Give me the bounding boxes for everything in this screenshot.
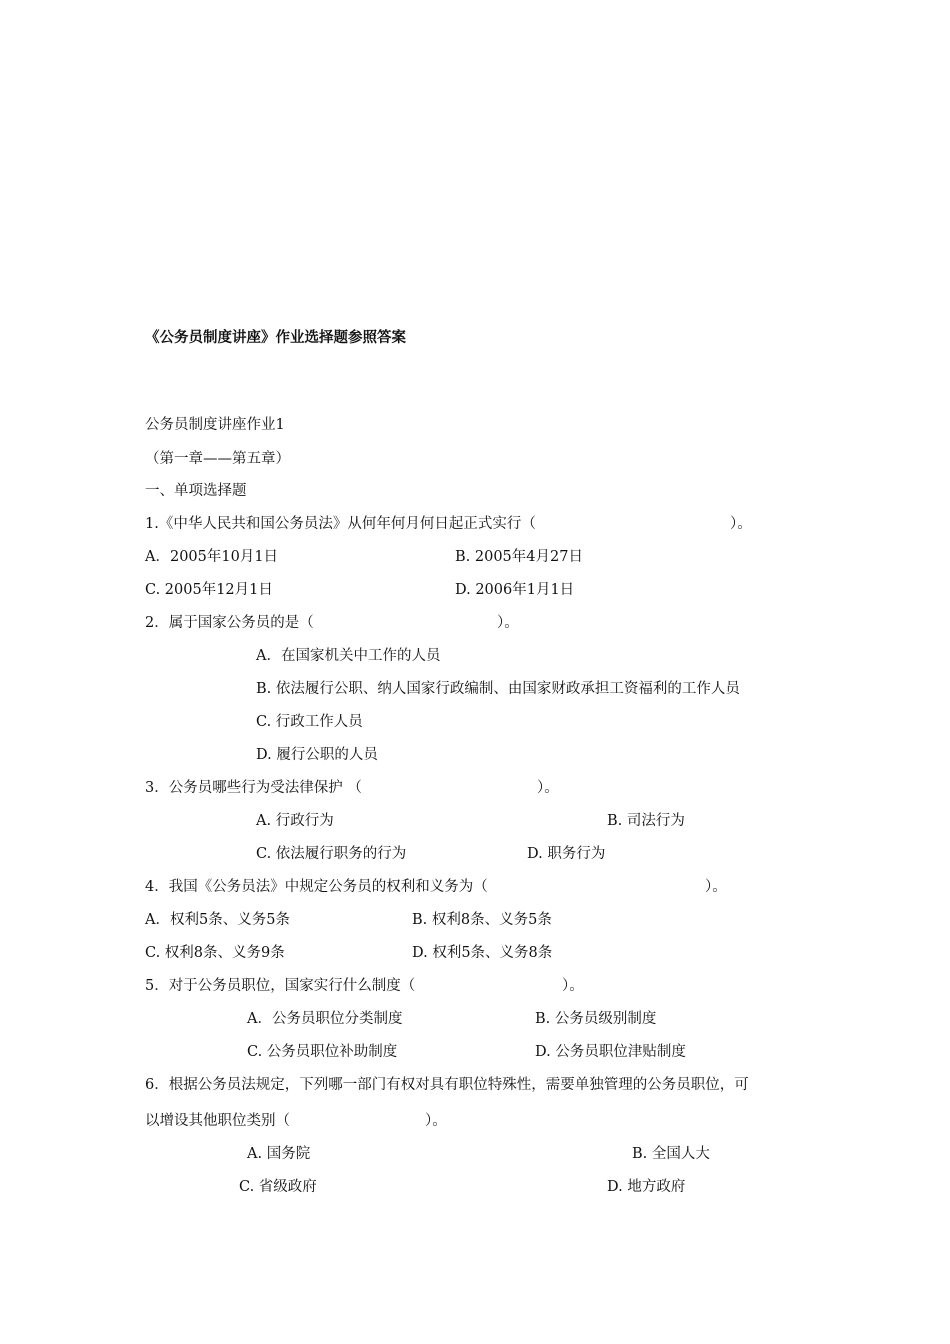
question-5-close: ）。 (562, 978, 584, 994)
question-5-option-c: C. 公务员职位补助制度 (247, 1044, 398, 1060)
assignment-heading: 公务员制度讲座作业1 (145, 417, 285, 433)
section-heading: 一、单项选择题 (145, 483, 247, 499)
question-1-stem: 1.《中华人民共和国公务员法》从何年何月何日起正式实行（ (145, 516, 536, 532)
question-4-option-b: B. 权利8条、义务5条 (412, 912, 552, 928)
question-1-option-c: C. 2005年12月1日 (145, 582, 273, 598)
question-6-stem-line2: 以增设其他职位类别（ (145, 1113, 290, 1129)
question-4-stem: 4．我国《公务员法》中规定公务员的权利和义务为（ (145, 879, 488, 895)
question-3-option-b: B. 司法行为 (607, 813, 685, 829)
question-6-option-a: A. 国务院 (247, 1146, 311, 1162)
question-6-option-b: B. 全国人大 (632, 1146, 710, 1162)
question-6-stem-line1: 6．根据公务员法规定，下列哪一部门有权对具有职位特殊性，需要单独管理的公务员职位，可 (145, 1077, 749, 1093)
question-5-option-b: B. 公务员级别制度 (535, 1011, 657, 1027)
question-2-stem: 2．属于国家公务员的是（ (145, 615, 314, 631)
question-2-close: ）。 (497, 615, 519, 631)
question-1-close: ）。 (730, 516, 752, 532)
question-6-option-d: D. 地方政府 (607, 1179, 686, 1195)
question-6-close: ）。 (425, 1113, 447, 1129)
question-4-close: ）。 (705, 879, 727, 895)
document-title: 《公务员制度讲座》作业选择题参照答案 (145, 330, 406, 346)
question-3-stem: 3．公务员哪些行为受法律保护 （ (145, 780, 362, 796)
question-5-option-d: D. 公务员职位津贴制度 (535, 1044, 686, 1060)
question-4-option-c: C. 权利8条、义务9条 (145, 945, 285, 961)
chapter-range: （第一章——第五章） (145, 451, 290, 467)
question-1-option-d: D. 2006年1月1日 (455, 582, 575, 598)
question-2-option-d: D. 履行公职的人员 (256, 747, 378, 763)
question-5-option-a: A．公务员职位分类制度 (247, 1011, 403, 1027)
question-1-option-b: B. 2005年4月27日 (455, 549, 583, 565)
question-2-option-c: C. 行政工作人员 (256, 714, 363, 730)
question-1-option-a: A．2005年10月1日 (145, 549, 279, 565)
question-5-stem: 5．对于公务员职位，国家实行什么制度（ (145, 978, 416, 994)
question-2-option-a: A．在国家机关中工作的人员 (256, 648, 441, 664)
question-3-close: ）。 (537, 780, 559, 796)
question-6-option-c: C. 省级政府 (239, 1179, 317, 1195)
question-3-option-c: C. 依法履行职务的行为 (256, 846, 407, 862)
question-2-option-b: B. 依法履行公职、纳人国家行政编制、由国家财政承担工资福利的工作人员 (256, 681, 740, 697)
question-4-option-a: A．权利5条、义务5条 (145, 912, 290, 928)
question-4-option-d: D. 权利5条、义务8条 (412, 945, 553, 961)
question-3-option-d: D. 职务行为 (527, 846, 606, 862)
question-3-option-a: A. 行政行为 (256, 813, 334, 829)
